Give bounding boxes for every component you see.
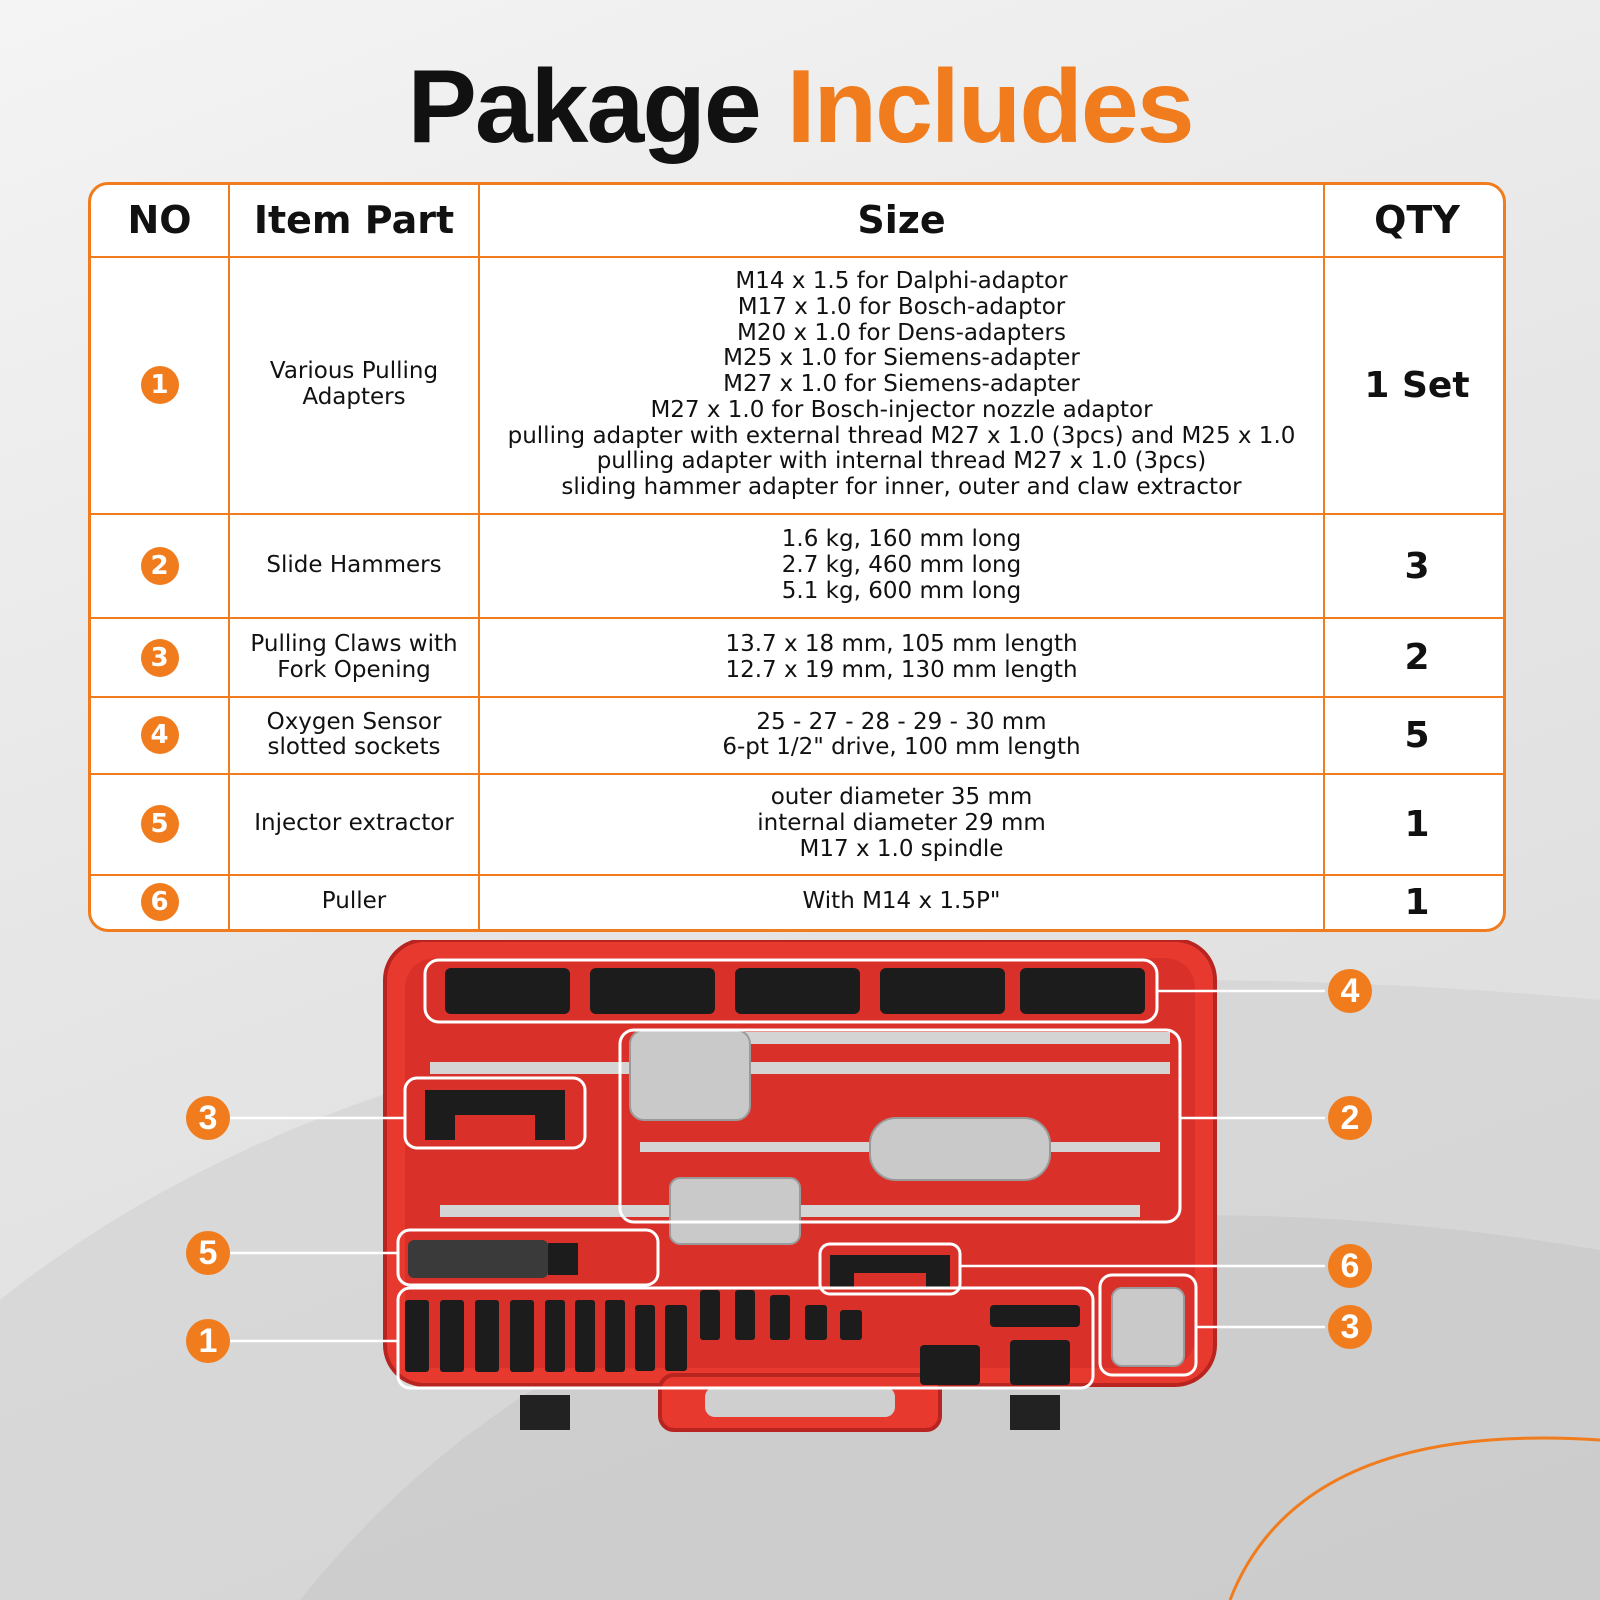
size-line: 5.1 kg, 600 mm long <box>781 577 1022 604</box>
package-table <box>88 182 1506 932</box>
size-line: 12.7 x 19 mm, 130 mm length <box>725 656 1078 683</box>
callout-badge: 3 <box>186 1096 230 1140</box>
title-part-2: Includes <box>786 49 1193 165</box>
table-header-row <box>91 185 1506 257</box>
callout-badge: 6 <box>1328 1244 1372 1288</box>
row-number-badge: 2 <box>141 547 179 585</box>
qty-cell: 1 <box>1324 774 1506 875</box>
size-cell <box>479 774 1324 875</box>
table-row <box>91 774 1506 875</box>
header-size: Size <box>479 185 1324 257</box>
table-row <box>91 514 1506 619</box>
tool-case-image <box>0 940 1600 1440</box>
size-line: M27 x 1.0 for Bosch-injector nozzle adaptor <box>650 396 1153 423</box>
callout-badge: 1 <box>186 1319 230 1363</box>
size-cell <box>479 257 1324 514</box>
callout-badge: 4 <box>1328 969 1372 1013</box>
header-no: NO <box>91 185 229 257</box>
size-cell <box>479 618 1324 697</box>
row-number-badge: 3 <box>141 639 179 677</box>
size-line: 6-pt 1/2" drive, 100 mm length <box>722 734 1081 761</box>
item-line: Injector extractor <box>254 810 454 837</box>
tool-case-illustration <box>0 940 1600 1440</box>
item-cell <box>229 774 479 875</box>
item-line: Oxygen Sensor <box>266 708 442 735</box>
item-cell <box>229 257 479 514</box>
item-line: Various Pulling <box>269 358 439 385</box>
size-line: internal diameter 29 mm <box>757 810 1046 837</box>
item-line: Puller <box>321 888 387 915</box>
item-line: Adapters <box>302 384 406 411</box>
row-number-badge: 5 <box>141 805 179 843</box>
qty-cell: 1 <box>1324 875 1506 929</box>
size-line: M17 x 1.0 for Bosch-adaptor <box>737 293 1066 320</box>
size-cell <box>479 697 1324 774</box>
size-line: 25 - 27 - 28 - 29 - 30 mm <box>756 708 1047 735</box>
page-title <box>0 49 1600 165</box>
qty-cell: 1 Set <box>1324 257 1506 514</box>
size-line: 2.7 kg, 460 mm long <box>781 552 1022 579</box>
size-line: With M14 x 1.5P" <box>802 888 1001 915</box>
item-line: Pulling Claws with <box>250 631 458 658</box>
item-line: Slide Hammers <box>266 552 442 579</box>
size-line: 13.7 x 18 mm, 105 mm length <box>725 631 1078 658</box>
callout-badge: 3 <box>1328 1305 1372 1349</box>
qty-cell: 3 <box>1324 514 1506 619</box>
callout-badge: 2 <box>1328 1096 1372 1140</box>
item-line: Fork Opening <box>277 656 431 683</box>
row-number-badge: 1 <box>141 366 179 404</box>
size-line: outer diameter 35 mm <box>770 784 1033 811</box>
size-line: sliding hammer adapter for inner, outer and claw extractor <box>561 474 1242 501</box>
item-cell <box>229 618 479 697</box>
size-line: M25 x 1.0 for Siemens-adapter <box>723 345 1080 372</box>
item-line: slotted sockets <box>267 734 441 761</box>
size-line: M27 x 1.0 for Siemens-adapter <box>723 371 1080 398</box>
qty-cell: 5 <box>1324 697 1506 774</box>
size-line: 1.6 kg, 160 mm long <box>781 526 1022 553</box>
size-line: M17 x 1.0 spindle <box>799 835 1004 862</box>
title-part-1: Pakage <box>407 49 760 165</box>
item-cell <box>229 875 479 929</box>
item-cell <box>229 697 479 774</box>
size-line: M14 x 1.5 for Dalphi-adaptor <box>735 268 1068 295</box>
table-row <box>91 875 1506 929</box>
size-line: M20 x 1.0 for Dens-adapters <box>737 319 1066 346</box>
qty-cell: 2 <box>1324 618 1506 697</box>
table-row <box>91 618 1506 697</box>
size-line: pulling adapter with internal thread M27 x 1.0 (3pcs) <box>596 448 1207 475</box>
size-cell <box>479 875 1324 929</box>
row-number-badge: 4 <box>141 716 179 754</box>
header-item: Item Part <box>229 185 479 257</box>
row-number-badge: 6 <box>141 883 179 921</box>
table-row <box>91 257 1506 514</box>
item-cell <box>229 514 479 619</box>
size-cell <box>479 514 1324 619</box>
table-row <box>91 697 1506 774</box>
size-line: pulling adapter with external thread M27 x 1.0 (3pcs) and M25 x 1.0 <box>507 422 1296 449</box>
callout-badge: 5 <box>186 1231 230 1275</box>
header-qty: QTY <box>1324 185 1506 257</box>
